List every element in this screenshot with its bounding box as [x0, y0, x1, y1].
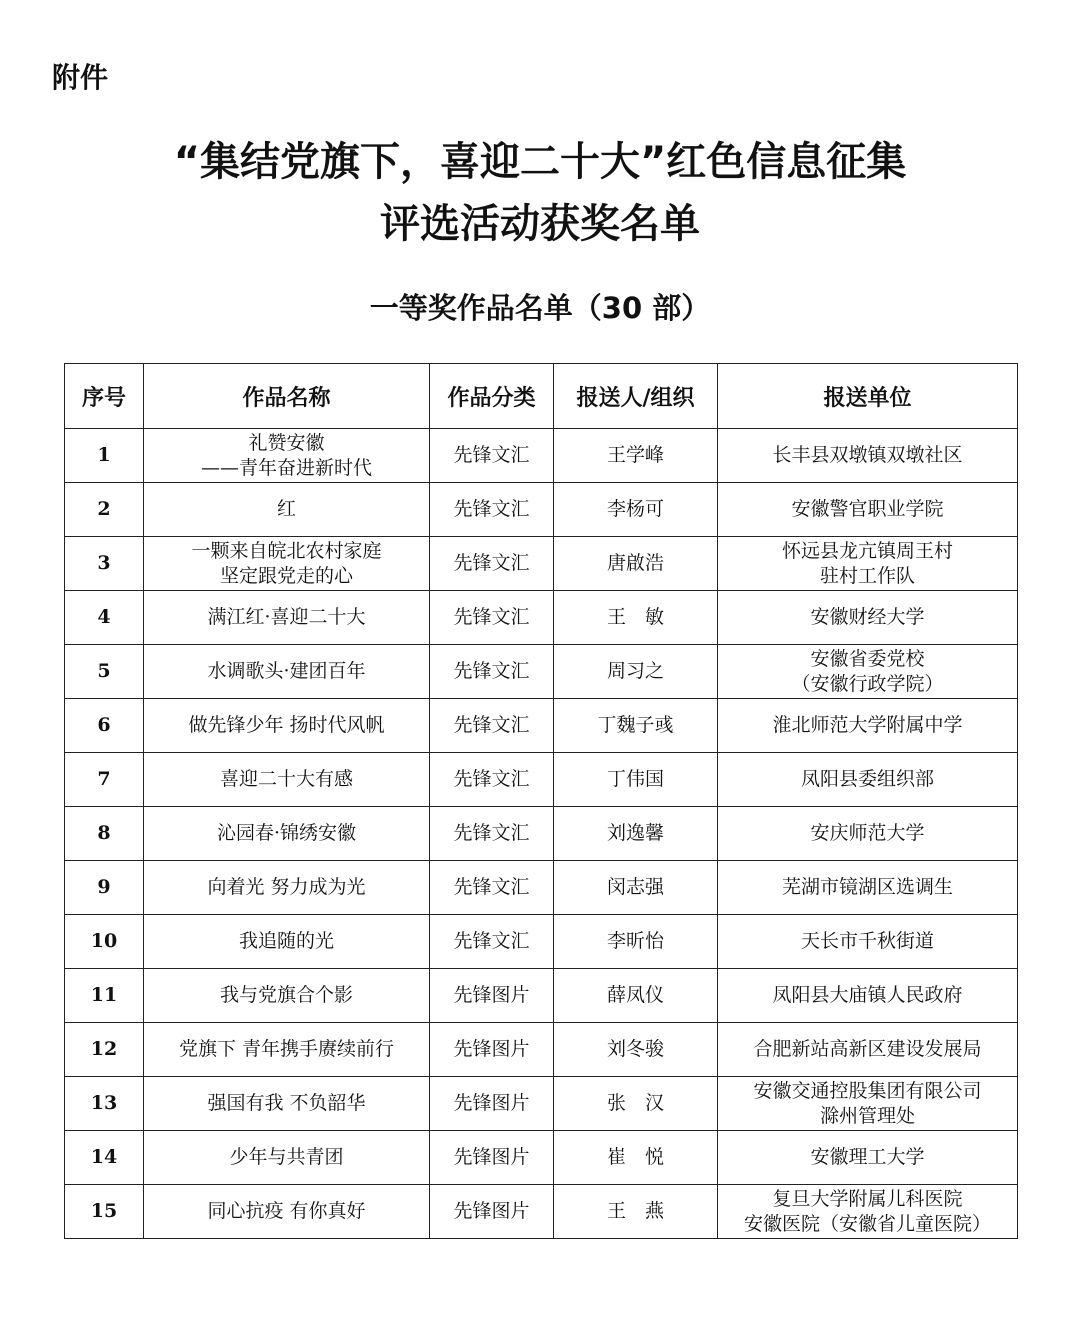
work-name-line: 我与党旗合个影 — [219, 984, 353, 1006]
cell-submitter: 王 敏 — [554, 591, 718, 645]
work-name-line: 做先锋少年 扬时代风帆 — [188, 714, 385, 736]
document-title-line-2: 评选活动获奖名单 — [380, 201, 700, 247]
header-serial: 序号 — [65, 364, 144, 429]
cell-category: 先锋文汇 — [430, 591, 554, 645]
cell-work-name — [144, 591, 430, 645]
cell-category: 先锋文汇 — [430, 915, 554, 969]
cell-serial: 2 — [65, 483, 144, 537]
cell-unit — [718, 645, 1018, 699]
cell-serial: 1 — [65, 429, 144, 483]
cell-submitter: 刘逸馨 — [554, 807, 718, 861]
unit-line: 凤阳县委组织部 — [800, 768, 934, 790]
cell-serial: 11 — [65, 969, 144, 1023]
cell-work-name — [144, 1023, 430, 1077]
table-row — [65, 915, 1018, 969]
table-header-row — [65, 364, 1018, 429]
cell-category: 先锋图片 — [430, 1023, 554, 1077]
header-category: 作品分类 — [430, 364, 554, 429]
work-name-line: 我追随的光 — [238, 930, 334, 952]
cell-category: 先锋文汇 — [430, 429, 554, 483]
cell-serial: 9 — [65, 861, 144, 915]
cell-submitter: 薛凤仪 — [554, 969, 718, 1023]
work-name-line: ——青年奋进新时代 — [200, 456, 372, 479]
cell-unit — [718, 591, 1018, 645]
table-row — [65, 645, 1018, 699]
cell-submitter: 李昕怡 — [554, 915, 718, 969]
cell-submitter: 李杨可 — [554, 483, 718, 537]
cell-work-name — [144, 1185, 430, 1239]
work-name-line: 强国有我 不负韶华 — [207, 1092, 366, 1114]
table-row — [65, 969, 1018, 1023]
cell-serial: 5 — [65, 645, 144, 699]
header-work-name: 作品名称 — [144, 364, 430, 429]
unit-line: 安徽交通控股集团有限公司 — [753, 1079, 982, 1102]
award-table — [64, 363, 1018, 1239]
cell-serial: 14 — [65, 1131, 144, 1185]
unit-line: 安徽医院（安徽省儿童医院） — [743, 1212, 991, 1235]
cell-unit — [718, 1131, 1018, 1185]
document-title-line-1: “集结党旗下，喜迎二十大”红色信息征集 — [173, 139, 907, 185]
table-row — [65, 807, 1018, 861]
cell-submitter: 刘冬骏 — [554, 1023, 718, 1077]
work-name-line: 一颗来自皖北农村家庭 — [191, 539, 382, 562]
cell-work-name — [144, 699, 430, 753]
unit-line: 长丰县双墩镇双墩社区 — [772, 444, 963, 466]
cell-work-name — [144, 1131, 430, 1185]
cell-category: 先锋文汇 — [430, 861, 554, 915]
cell-serial: 15 — [65, 1185, 144, 1239]
cell-work-name — [144, 1077, 430, 1131]
header-submitter: 报送人/组织 — [554, 364, 718, 429]
unit-line: 凤阳县大庙镇人民政府 — [772, 984, 963, 1006]
cell-category: 先锋文汇 — [430, 645, 554, 699]
cell-serial: 12 — [65, 1023, 144, 1077]
cell-unit — [718, 861, 1018, 915]
unit-line: 安庆师范大学 — [810, 822, 925, 844]
work-name-line: 喜迎二十大有感 — [219, 768, 353, 790]
work-name-line: 同心抗疫 有你真好 — [207, 1200, 366, 1222]
cell-work-name — [144, 807, 430, 861]
cell-work-name — [144, 483, 430, 537]
table-row — [65, 429, 1018, 483]
table-row — [65, 1185, 1018, 1239]
table-row — [65, 591, 1018, 645]
table-row — [65, 1131, 1018, 1185]
cell-unit — [718, 699, 1018, 753]
table-row — [65, 1077, 1018, 1131]
work-name-line: 少年与共青团 — [229, 1146, 344, 1168]
table-row — [65, 861, 1018, 915]
table-row — [65, 699, 1018, 753]
table-row — [65, 537, 1018, 591]
unit-line: 滁州管理处 — [819, 1104, 915, 1127]
cell-submitter: 丁魏子彧 — [554, 699, 718, 753]
award-table-body — [65, 429, 1018, 1239]
header-unit: 报送单位 — [718, 364, 1018, 429]
cell-work-name — [144, 915, 430, 969]
cell-unit — [718, 429, 1018, 483]
cell-category: 先锋文汇 — [430, 807, 554, 861]
cell-submitter: 崔 悦 — [554, 1131, 718, 1185]
work-name-line: 坚定跟党走的心 — [219, 564, 353, 587]
work-name-line: 满江红·喜迎二十大 — [207, 606, 366, 628]
cell-unit — [718, 1077, 1018, 1131]
cell-work-name — [144, 753, 430, 807]
table-row — [65, 753, 1018, 807]
cell-category: 先锋文汇 — [430, 699, 554, 753]
cell-submitter: 王 燕 — [554, 1185, 718, 1239]
cell-serial: 7 — [65, 753, 144, 807]
cell-serial: 3 — [65, 537, 144, 591]
unit-line: 合肥新站高新区建设发展局 — [753, 1038, 982, 1060]
cell-category: 先锋图片 — [430, 969, 554, 1023]
unit-line: 淮北师范大学附属中学 — [772, 714, 963, 736]
work-name-line: 沁园春·锦绣安徽 — [216, 822, 357, 844]
cell-category: 先锋文汇 — [430, 537, 554, 591]
work-name-line: 党旗下 青年携手赓续前行 — [178, 1038, 395, 1060]
cell-work-name — [144, 969, 430, 1023]
unit-line: 芜湖市镜湖区选调生 — [781, 876, 953, 898]
cell-unit — [718, 915, 1018, 969]
cell-serial: 10 — [65, 915, 144, 969]
cell-category: 先锋图片 — [430, 1131, 554, 1185]
attachment-label: 附件 — [52, 61, 109, 94]
unit-line: 驻村工作队 — [819, 564, 915, 587]
cell-unit — [718, 537, 1018, 591]
cell-work-name — [144, 645, 430, 699]
cell-serial: 13 — [65, 1077, 144, 1131]
cell-submitter: 唐啟浩 — [554, 537, 718, 591]
cell-category: 先锋文汇 — [430, 483, 554, 537]
cell-unit — [718, 1023, 1018, 1077]
cell-submitter: 王学峰 — [554, 429, 718, 483]
cell-serial: 4 — [65, 591, 144, 645]
cell-unit — [718, 483, 1018, 537]
section-subtitle: 一等奖作品名单（30 部） — [369, 291, 711, 325]
work-name-line: 红 — [276, 498, 296, 520]
cell-unit — [718, 807, 1018, 861]
cell-category: 先锋图片 — [430, 1185, 554, 1239]
cell-submitter: 闵志强 — [554, 861, 718, 915]
cell-unit — [718, 753, 1018, 807]
unit-line: （安徽行政学院） — [791, 672, 944, 695]
unit-line: 安徽警官职业学院 — [791, 498, 944, 520]
unit-line: 复旦大学附属儿科医院 — [772, 1187, 963, 1210]
table-row — [65, 1023, 1018, 1077]
cell-category: 先锋图片 — [430, 1077, 554, 1131]
unit-line: 天长市千秋街道 — [800, 930, 934, 952]
work-name-line: 向着光 努力成为光 — [207, 876, 366, 898]
cell-work-name — [144, 429, 430, 483]
cell-work-name — [144, 537, 430, 591]
cell-unit — [718, 969, 1018, 1023]
cell-work-name — [144, 861, 430, 915]
table-row — [65, 483, 1018, 537]
unit-line: 怀远县龙亢镇周王村 — [781, 539, 953, 562]
work-name-line: 水调歌头·建团百年 — [207, 660, 366, 682]
cell-serial: 6 — [65, 699, 144, 753]
cell-category: 先锋文汇 — [430, 753, 554, 807]
unit-line: 安徽财经大学 — [810, 606, 925, 628]
cell-submitter: 周习之 — [554, 645, 718, 699]
cell-unit — [718, 1185, 1018, 1239]
unit-line: 安徽省委党校 — [810, 647, 925, 670]
cell-submitter: 张 汉 — [554, 1077, 718, 1131]
unit-line: 安徽理工大学 — [810, 1146, 925, 1168]
cell-submitter: 丁伟国 — [554, 753, 718, 807]
cell-serial: 8 — [65, 807, 144, 861]
work-name-line: 礼赞安徽 — [248, 431, 325, 454]
